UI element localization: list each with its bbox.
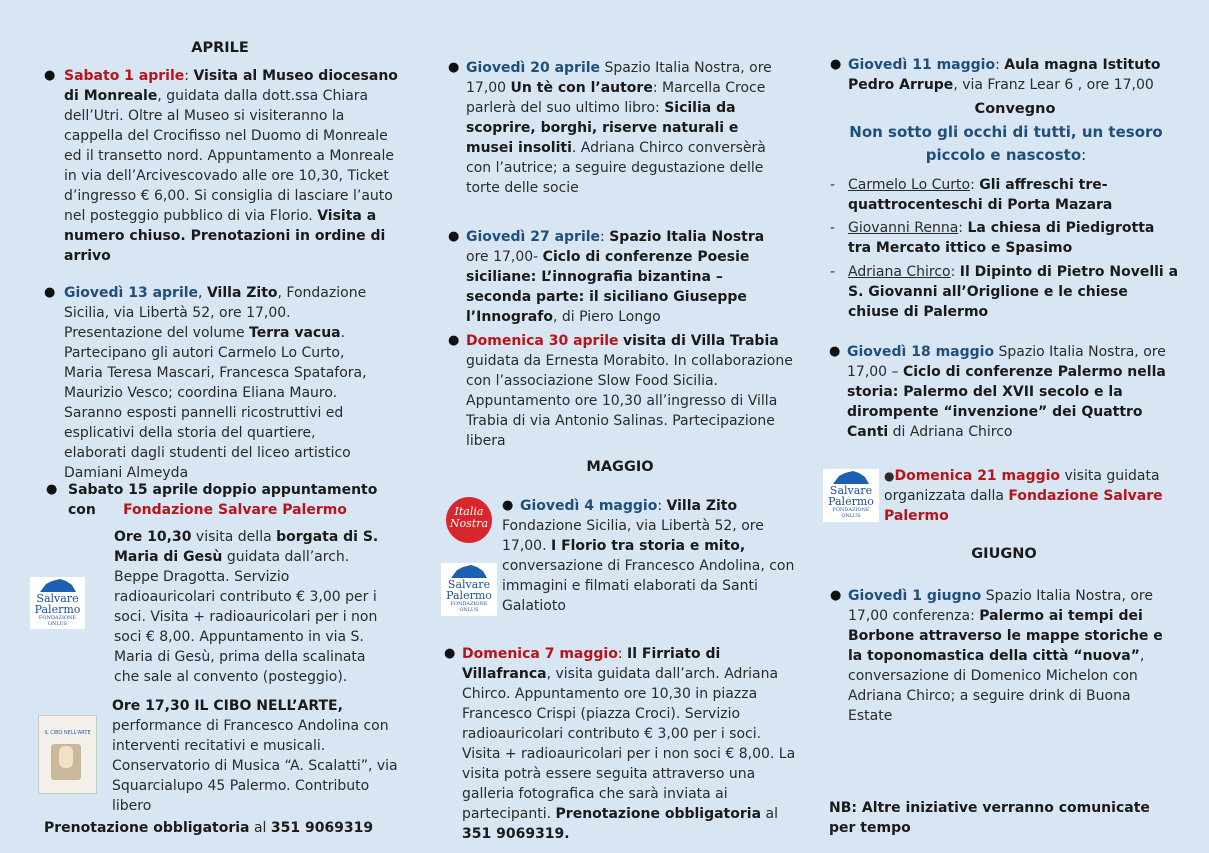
event-text-2: , conversazione di Domenico Michelon con Adriana Chirco; a seguire drink di Buona Estate — [848, 648, 1145, 724]
event-text-2: . Partecipano gli autori Carmelo Lo Curto, Maria Teresa Mascari, Francesca Spatafora, Maurizio Vesco; coordina Eliana Mauro. Saranno esposti pannelli ricostruttivi ed esplicativi della storia del quartiere, elaborati dagli studenti del liceo artistico Damiani Almeyda — [64, 325, 367, 481]
logo-text-2: Nostra — [449, 517, 489, 530]
event-text: Spazio Italia Nostra, ore 17,00 — [466, 60, 772, 96]
event-domenica-7-maggio — [444, 644, 797, 844]
event-convegno-title — [826, 121, 1186, 167]
event-date: Giovedì 20 aprile — [466, 60, 601, 76]
event-place: Villa Zito — [666, 498, 738, 514]
salvare-palermo-logo-1 — [30, 577, 85, 629]
event-date: Domenica 21 maggio — [894, 468, 1061, 484]
event-text-2: conversazione di Francesco Andolina, con immagini e filmati elaborati da Santi Galatioto — [502, 558, 795, 614]
wave-icon — [38, 577, 78, 593]
heading-giugno: GIUGNO — [971, 546, 1037, 562]
dash-icon: - — [830, 264, 836, 280]
event-date: Sabato 15 aprile — [68, 482, 199, 498]
heading-aprile: APRILE — [191, 40, 249, 56]
dash-icon: - — [830, 177, 836, 193]
event-convegno-label: Convegno — [974, 101, 1056, 117]
colon: : — [995, 57, 1000, 73]
bullet-icon: ● — [444, 646, 456, 661]
event-text: guidata da Ernesta Morabito. In collaborazione con l’associazione Slow Food Sicilia. Appuntamento ore 10,30 all’ingresso di Villa Trabia di via Antonio Salinas. Partecipazione libera — [466, 353, 793, 449]
talk-speaker: Giovanni Renna — [848, 220, 959, 236]
colon: : — [600, 229, 605, 245]
event-date: Giovedì 4 maggio — [520, 498, 658, 514]
logo-text-2: Palermo — [34, 603, 81, 616]
poster-title: IL CIBO NELL'ARTE — [44, 730, 91, 736]
talk-topic: Gli affreschi tre-quattrocenteschi di Porta Mazara — [848, 177, 1113, 213]
colon: : — [617, 646, 623, 662]
event-date: Domenica 7 maggio — [462, 646, 618, 662]
logo-text-1: Italia — [454, 505, 484, 518]
event-giovedi-4-maggio — [502, 496, 802, 616]
event-text: Fondazione Sicilia, via Libertà 52, ore 17,00. — [502, 518, 764, 554]
booking-label: Prenotazione obbligatoria — [555, 806, 762, 822]
booking-phone: 351 9069319. — [462, 826, 570, 842]
event-text: , visita guidata dall’arch. Adriana Chirco. Appuntamento ore 10,30 in piazza Francesco Crispi (piazza Croci). Servizio radioauricolari contributo € 3,00 per i soci. Visita + radioauricolari per i non soci € 8,00. La visita potrà essere seguita attraverso una galleria fotografica che sarà inviata ai partecipanti. — [462, 666, 796, 822]
event-sabato-1-aprile — [44, 66, 404, 266]
event-text: Spazio Italia Nostra, ore 17,00 – — [847, 344, 1166, 380]
logo-text-1: Salvare — [447, 578, 491, 591]
colon: : — [657, 498, 663, 514]
event-text-2: di Adriana Chirco — [892, 424, 1013, 440]
event-date: Domenica 30 aprile — [466, 333, 619, 349]
footer-note: NB: Altre iniziative verranno comunicate per tempo — [829, 800, 1150, 836]
dash-icon: - — [830, 220, 836, 236]
event-place: Il Firriato di Villafranca — [462, 646, 721, 682]
event-domenica-21-maggio — [884, 466, 1174, 526]
event-text: , Fondazione Sicilia, via Libertà 52, ore 17,00. Presentazione del volume — [64, 285, 367, 341]
booking-text: al — [253, 820, 267, 836]
event-text: doppio appuntamento con — [68, 482, 378, 518]
event-title: Ciclo di conferenze Palermo nella storia: Palermo del XVII secolo e la dirompente “invenzione” dei Quattro Canti — [847, 364, 1166, 440]
event-title: Visita al Museo diocesano di Monreale — [64, 68, 398, 104]
event-title: Palermo ai tempi dei Borbone attraverso le mappe storiche e la toponomastica della città “nuova” — [848, 608, 1163, 664]
event-text: visita della — [195, 529, 272, 545]
bullet-icon: ● — [829, 344, 841, 359]
logo-text-1: Salvare — [829, 484, 873, 497]
event-place: borgata di S. Maria di Gesù — [114, 529, 379, 565]
event-text: , via Franz Lear 6 , ore 17,00 — [953, 77, 1154, 93]
talk-speaker: Adriana Chirco — [848, 264, 951, 280]
talk-topic: La chiesa di Piedigrotta tra Mercato ittico e Spasimo — [848, 220, 1155, 256]
bullet-icon: ● — [448, 60, 460, 75]
event-date: Giovedì 18 maggio — [847, 344, 995, 360]
event-part-b — [112, 696, 402, 816]
event-title: Un tè con l’autore — [510, 80, 653, 96]
logo-text-2: Palermo — [828, 495, 874, 508]
event-text: , guidata dalla dott.ssa Chiara dell’Utri. Oltre al Museo si visiteranno la cappella del Crocifisso nel Duomo di Monreale ed il transetto nord. Appuntamento a Monreale in via dell’Arcivescovado alle ore 10,30, Ticket d’ingresso € 6,00. Si consiglia di lasciare l’auto nel posteggio pubblico di via Florio. — [64, 88, 394, 224]
event-text: visita guidata organizzata dalla — [884, 468, 1160, 504]
event-text: performance di Francesco Andolina con interventi recitativi e musicali. Conservatorio di Musica “A. Scalatti”, via Squarcialupo 45 Palermo. Contributo libero — [112, 718, 398, 814]
event-giovedi-27-aprile — [448, 227, 791, 327]
colon: : — [1081, 146, 1087, 164]
event-date: Giovedì 1 giugno — [848, 588, 982, 604]
booking-phone: 351 9069319 — [270, 820, 374, 836]
event-text-2: , di Piero Longo — [552, 309, 661, 325]
event-org: Fondazione Salvare Palermo — [884, 488, 1163, 524]
talk-1 — [830, 175, 1178, 215]
talk-sep: : — [970, 177, 975, 193]
talk-topic: Il Dipinto di Pietro Novelli a S. Giovanni all’Origlione e le chiese chiuse di Palermo — [848, 264, 1179, 320]
bullet-icon: ● — [830, 57, 842, 72]
poster-image — [38, 715, 97, 794]
booking-label: Prenotazione obbligatoria — [44, 820, 250, 836]
event-date: Giovedì 11 maggio — [848, 57, 996, 73]
event-org: Fondazione Salvare Palermo — [123, 502, 347, 518]
event-text: Spazio Italia Nostra, ore 17,00 conferenza: — [848, 588, 1153, 624]
event-book: Sicilia da scoprire, borghi, riserve naturali e musei insoliti — [466, 100, 739, 156]
bullet-icon: ● — [884, 469, 895, 483]
event-book-title: Terra vacua — [249, 325, 341, 341]
wave-icon — [831, 469, 871, 485]
event-text: ore 17,00- — [466, 249, 539, 265]
italia-nostra-logo — [446, 497, 492, 543]
poster-person — [59, 746, 73, 768]
event-place: Aula magna Istituto Pedro Arrupe — [848, 57, 1161, 93]
event-giovedi-13-aprile: ● Giovedì 13 aprile, Villa Zito, Fondazione Sicilia, via Libertà 52, ore 17,00. Presentazione del volume Terra vacua. Partecipano gli autori Carmelo Lo Curto, Maria Teresa Mascari, Francesca Spatafora, Maurizio Vesco; coordina Eliana Mauro. Saranno esposti pannelli ricostruttivi ed esplicativi della storia del quartiere, elaborati dagli studenti del liceo artistico Damiani Almeyda — [44, 285, 367, 481]
convegno-title: Non sotto gli occhi di tutti, un tesoro piccolo e nascosto — [849, 123, 1163, 164]
talk-speaker: Carmelo Lo Curto — [848, 177, 971, 193]
bullet-icon: ● — [44, 68, 56, 83]
event-date: Sabato 1 aprile — [64, 68, 185, 84]
logo-subtext: FONDAZIONE ONLUS — [38, 615, 77, 627]
event-text-2: : Marcella Croce parlerà del suo ultimo libro: — [466, 80, 766, 116]
event-giovedi-1-giugno — [830, 586, 1178, 726]
logo-subtext: FONDAZIONE ONLUS — [450, 601, 488, 613]
bullet-icon: ● — [502, 498, 514, 513]
event-time: Ore 17,30 IL CIBO NELL’ARTE, — [112, 698, 343, 714]
bullet-icon: ● — [830, 588, 842, 603]
colon: : — [184, 68, 189, 84]
event-place: Villa Zito — [206, 285, 278, 301]
event-title: I Florio tra storia e mito, — [550, 538, 746, 554]
bullet-icon: ● — [44, 285, 56, 300]
bullet-icon: ● — [46, 482, 58, 497]
event-time: Ore 10,30 — [114, 529, 192, 545]
event-text-2: guidata dall’arch. Beppe Dragotta. Servizio radioauricolari contributo € 3,00 per i soci. Visita + radioauricolari per i non soci € 8,00. Appuntamento in via S. Maria di Gesù, prima della scalinata che sale al convento (posteggio). — [114, 549, 378, 685]
event-date: Giovedì 13 aprile — [64, 285, 199, 301]
heading-maggio: MAGGIO — [586, 459, 654, 475]
booking-text: al — [765, 806, 778, 822]
salvare-palermo-logo-2 — [441, 563, 497, 616]
event-title: visita di Villa Trabia — [622, 333, 779, 349]
event-place: Spazio Italia Nostra — [609, 229, 765, 245]
booking-line-1 — [44, 818, 384, 838]
event-giovedi-20-aprile — [448, 58, 784, 198]
event-note: Visita a numero chiuso. Prenotazioni in ordine di arrivo — [64, 208, 386, 264]
talk-2 — [830, 218, 1178, 258]
logo-text-2: Palermo — [446, 589, 492, 602]
event-part-a — [114, 527, 394, 687]
logo-subtext: FONDAZIONE ONLUS — [832, 507, 870, 519]
logo-text-1: Salvare — [36, 592, 79, 605]
talk-3 — [830, 262, 1183, 322]
talk-sep: : — [958, 220, 964, 236]
event-title: Ciclo di conferenze Poesie siciliane: L’innografia bizantina – seconda parte: il siciliano Giuseppe l’Innografo — [466, 249, 750, 325]
wave-icon — [449, 563, 489, 579]
bullet-icon: ● — [448, 229, 460, 244]
salvare-palermo-logo-3 — [823, 469, 879, 522]
event-text-3: . Adriana Chirco conversèrà con l’autrice; a seguire degustazione delle torte delle socie — [466, 140, 766, 196]
event-domenica-30-aprile — [448, 331, 796, 451]
event-date: Giovedì 27 aprile — [466, 229, 601, 245]
bullet-icon: ● — [448, 333, 460, 348]
event-giovedi-18-maggio — [829, 342, 1177, 442]
event-giovedi-11-maggio — [830, 55, 1168, 95]
talk-sep: : — [950, 264, 956, 280]
